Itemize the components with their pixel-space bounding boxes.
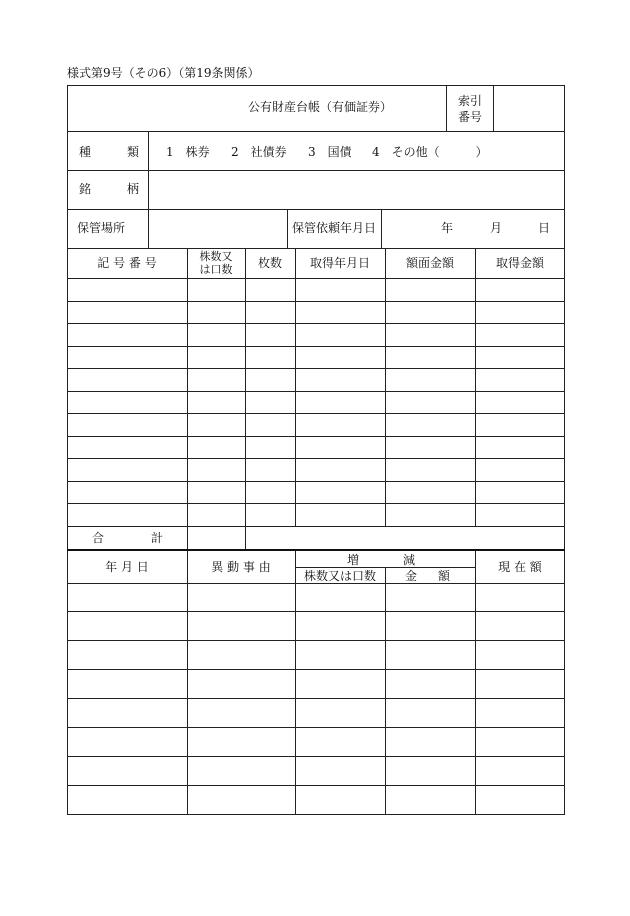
index-label-2: 番号 bbox=[457, 110, 483, 124]
col-sheets: 枚数 bbox=[257, 256, 283, 270]
form-frame bbox=[67, 85, 565, 815]
kind-label-2: 類 bbox=[127, 145, 140, 159]
kind-option-bond: 2 社債券 bbox=[231, 145, 287, 159]
col-change-shares: 株数又は口数 bbox=[303, 569, 377, 583]
date-year-label: 年 bbox=[441, 221, 454, 235]
storage-label: 保管場所 bbox=[77, 221, 126, 235]
date-month-label: 月 bbox=[490, 221, 503, 235]
kind-option-other: 4 その他（ ） bbox=[372, 145, 488, 159]
request-date-label: 保管依頼年月日 bbox=[291, 221, 377, 235]
col-reason: 異 動 事 由 bbox=[211, 560, 271, 574]
total-label-2: 計 bbox=[151, 531, 164, 545]
kind-option-government-bond: 3 国債 bbox=[308, 145, 352, 159]
col-shares-1: 株数又 bbox=[199, 250, 233, 263]
col-change-amount-2: 額 bbox=[438, 569, 451, 583]
col-acquired-amount: 取得金額 bbox=[495, 256, 545, 270]
form-title: 公有財産台帳（有価証券） bbox=[247, 100, 393, 114]
col-acquired-date: 取得年月日 bbox=[309, 256, 371, 270]
col-change-amount-1: 金 bbox=[405, 569, 418, 583]
total-label-1: 合 bbox=[92, 531, 105, 545]
col-change-1: 増 bbox=[347, 553, 360, 567]
col-current-amount: 現 在 額 bbox=[498, 560, 542, 574]
brand-label-1: 銘 bbox=[79, 182, 92, 196]
col-shares-2: は口数 bbox=[199, 263, 233, 276]
kind-option-stock: 1 株券 bbox=[166, 145, 210, 159]
date-day-label: 日 bbox=[538, 221, 551, 235]
col-face-value: 額面金額 bbox=[405, 256, 455, 270]
col-change-2: 減 bbox=[403, 553, 416, 567]
col-symbol-number: 記 号 番 号 bbox=[97, 256, 157, 270]
col-date: 年 月 日 bbox=[105, 560, 149, 574]
form-number-label: 様式第9号（その6）（第19条関係） bbox=[67, 66, 260, 80]
index-label-1: 索引 bbox=[457, 94, 483, 108]
brand-label-2: 柄 bbox=[127, 182, 140, 196]
kind-label-1: 種 bbox=[79, 145, 92, 159]
